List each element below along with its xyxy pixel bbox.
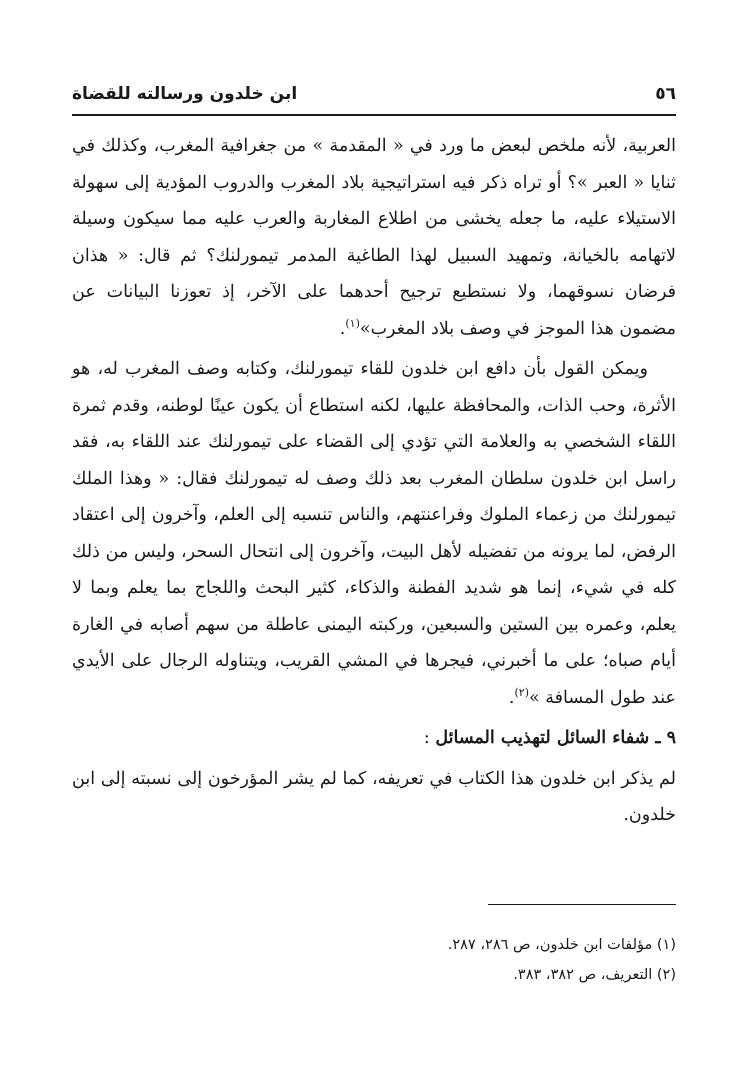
paragraph-text: لم يذكر ابن خلدون هذا الكتاب في تعريفه، كما لم يشر المؤرخون إلى نسبته إلى ابن خلدون. [72, 768, 676, 825]
page-body [72, 128, 676, 834]
paragraph-text: العربية، لأنه ملخص لبعض ما ورد في « المقدمة » من جغرافية المغرب، وكذلك في ثنايا « العبر »؟ أو تراه ذكر فيه استراتيجية بلاد المغرب والدروب المؤدية إلى سهولة الاستيلاء عليه، ما جعله يخشى من اطلاع المغاربة والعرب عليه مما سيكون وسيلة لاتهامه بالخيانة، وتمهيد السبيل لهذا الطاغية المدمر تيمورلنك؟ ثم قال: « هذان فرضان نسوقهما، ولا نستطيع ترجيح أحدهما على الآخر، إذ تعوزنا البيانات عن مضمون هذا الموجز في وصف بلاد المغرب» [72, 136, 676, 339]
paragraph-end: . [508, 687, 515, 708]
section-heading-text: ٩ ـ شفاء السائل لتهذيب المسائل [435, 728, 676, 748]
paragraph-text: ويمكن القول بأن دافع ابن خلدون للقاء تيمورلنك، وكتابه وصف المغرب له، هو الأثرة، وحب الذات، والمحافظة عليها، لكنه استطاع أن يكون عينًا لوطنه، وقدم ثمرة اللقاء الشخصي به والعلامة التي تؤدي إلى القضاء على تيمورلنك عند اللقاء به، فقد راسل ابن خلدون سلطان المغرب بعد ذلك وصف له تيمورلنك فقال: « وهذا الملك تيمورلنك من زعماء الملوك وفراعنتهم، والناس تنسبه إلى العلم، وآخرون إلى اعتقاد الرفض، لما يرونه من تفضيله لأهل البيت، وآخرون إلى انتحال السحر، وليس من ذلك كله في شيء، إنما هو شديد الفطنة والذكاء، كثير البحث واللجاج بما يعلم وبما لا يعلم، وعمره بين الستين والسبعين، وركبته اليمنى عاطلة من سهم أصابه في الغارة أيام صباه؛ على ما أخبرني، فيجرها في المشي القريب، ويتناوله الرجال على الأيدي عند طول المسافة » [72, 359, 676, 708]
running-title: ابن خلدون ورسالته للقضاة [72, 84, 298, 104]
section-heading [72, 720, 676, 757]
page-header [72, 84, 676, 112]
footnote: (٢) التعريف، ص ٣٨٢، ٣٨٣. [513, 967, 676, 983]
section-heading-colon: : [423, 728, 430, 748]
page-number: ٥٦ [655, 84, 676, 104]
footnote-ref: (٢) [514, 685, 529, 699]
footnotes [72, 930, 676, 990]
header-divider [72, 114, 676, 116]
footnote-divider [488, 904, 676, 905]
paragraph [72, 351, 676, 716]
footnote-ref: (١) [345, 316, 360, 330]
paragraph [72, 128, 676, 347]
paragraph [72, 761, 676, 834]
footnote: (١) مؤلفات ابن خلدون، ص ٢٨٦، ٢٨٧. [447, 937, 676, 953]
paragraph-end: . [339, 318, 346, 339]
